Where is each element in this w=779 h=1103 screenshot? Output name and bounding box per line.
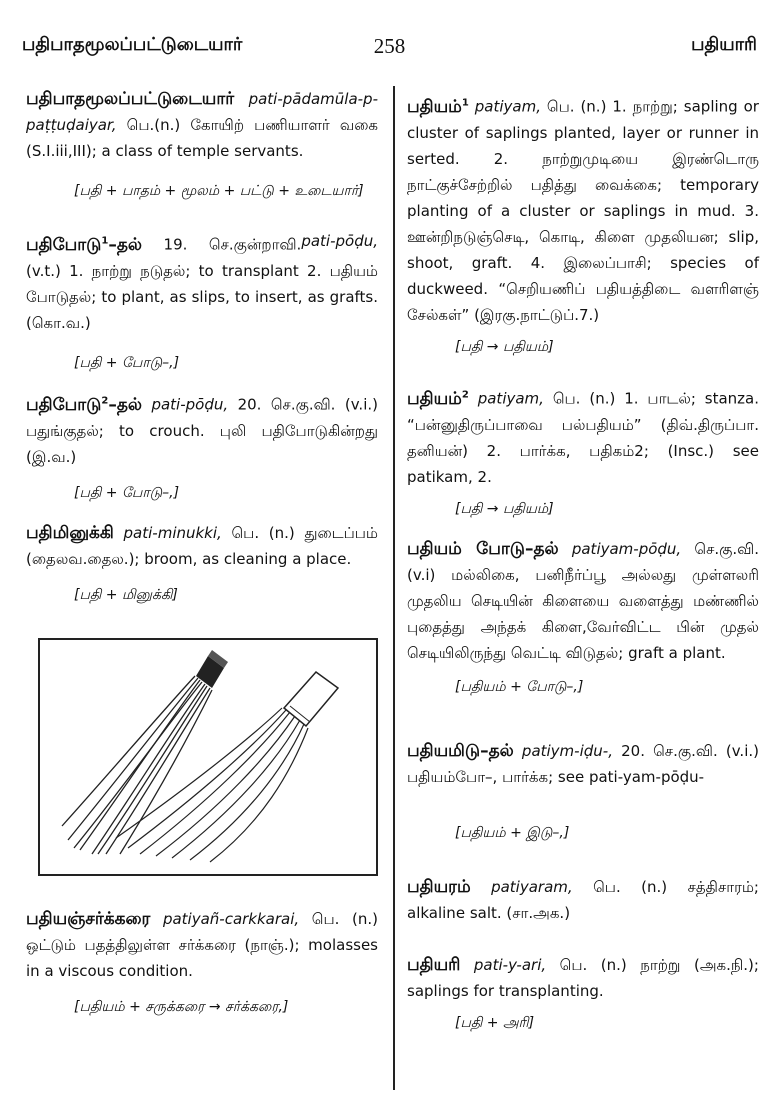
entry-definition: 20. செ.கு.வி. (v.i.) பதுங்குதல்; to crouch. புலி பதிபோடுகின்றது (இ.வ.)	[26, 395, 378, 466]
entry-definition: பெ. (n.) 1. பாடல்; stanza. “பன்னுதிருப்பாவை பல்பதியம்” (திவ்.திருப்பா. தனியன்) 2. பார்க்க, பதிகம்2; (Insc.) see patikam, 2.	[407, 389, 759, 486]
entry-headword: பதியம்$^2$	[407, 388, 469, 409]
entry-headword: பதியரி	[407, 955, 461, 975]
entry-etymology: [பதியம் + சருக்கரை → சர்க்கரை,]	[74, 999, 289, 1015]
broom-illustration	[38, 638, 378, 876]
entry-etymology: [பதி + அரி]	[455, 1015, 535, 1031]
dictionary-entry	[407, 874, 759, 926]
page-number: 258	[373, 34, 406, 58]
header-right-guideword: பதியாரி	[691, 34, 757, 55]
dictionary-entry	[26, 86, 378, 204]
entry-definition: பெ. (n.) ஒட்டும் பதத்திலுள்ள சர்க்கரை (நாஞ்.); molasses in a viscous condition.	[26, 910, 378, 980]
dictionary-entry	[407, 382, 759, 522]
entry-transliteration: pati-y-ari,	[473, 956, 547, 974]
dictionary-entry	[407, 90, 759, 360]
homonym-number: 2	[461, 389, 469, 400]
entry-transliteration: patiyaram,	[491, 878, 573, 896]
entry-transliteration: pati-pōḍu,	[301, 232, 378, 250]
entry-definition: பெ. (n.) சத்திசாரம்; alkaline salt. (சா.அக.)	[407, 878, 759, 922]
entry-headword: பதிபாதமூலப்பட்டுடையார்	[26, 89, 235, 109]
entry-headword: பதியம்$^1$	[407, 96, 469, 117]
entry-definition: பெ. (n.) 1. நாற்று; sapling or cluster of saplings planted, layer or runner in serted. 2. நாற்றுமுடியை இரண்டொரு நாட்குச்சேற்றில் பதித்து வைக்கை; temporary planting of a cluster or saplings in mud. 3. ஊன்றிநடுஞ்செடி, கொடி, கிளை முதலியன; slip, shoot, graft. 4. இலைப்பாசி; species of duckweed. “செறியணிப் பதியத்திடை வளரிளஞ் சேல்கள்” (இரகு.நாட்டுப்.7.)	[407, 97, 759, 324]
entry-definition: செ.கு.வி. (v.i) மல்லிகை, பனிநீர்ப்பூ அல்லது முள்ளலரி முதலிய செடியின் கிளையை வளைத்து மண்ணில் புதைத்து அந்தக் கிளை,வேர்விட்ட பின் முதல் செடியிலிருந்து வெட்டி விடுதல்; graft a plant.	[407, 540, 759, 662]
entry-headword: பதியம் போடு–தல்	[407, 539, 559, 559]
running-header	[0, 34, 779, 66]
entry-transliteration: patiym-iḍu-,	[521, 742, 613, 760]
entry-etymology: [பதி → பதியம்]	[455, 500, 554, 517]
entry-definition: 19. செ.குன்றாவி.(v.t.) 1. நாற்று நடுதல்; to transplant 2. பதியம் போடுதல்; to plant, as slips, to insert, as grafts. (கொ.வ.)	[26, 235, 378, 332]
entry-etymology: [பதி + போடு–,]	[74, 484, 180, 501]
dictionary-entry	[26, 520, 378, 608]
entry-transliteration: pati-pōḍu,	[151, 395, 229, 414]
entry-transliteration: patiyam,	[477, 389, 544, 408]
header-left-guideword: பதிபாதமூலப்பட்டுடையார்	[22, 34, 243, 55]
entry-definition: 20. செ.கு.வி. (v.i.) பதியம்போ–, பார்க்க; see pati-yam-pōḍu-	[407, 742, 759, 786]
entry-headword: பதியஞ்சர்க்கரை	[26, 909, 151, 929]
dictionary-entry	[407, 738, 759, 846]
entry-headword: பதிபோடு$^2$–தல்	[26, 394, 143, 415]
dictionary-entry	[26, 228, 378, 376]
entry-etymology: [பதி + பாதம் + மூலம் + பட்டு + உடையார்]	[74, 183, 364, 199]
entry-etymology: [பதியம் + இடு–,]	[455, 825, 570, 841]
broom-illustration-icon	[40, 640, 376, 874]
entry-definition: பெ. (n.) துடைப்பம் (தைலவ.தைல.); broom, as cleaning a place.	[26, 524, 378, 568]
column-divider	[393, 86, 395, 1090]
entry-definition: பெ.(n.) கோயிற் பணியாளர் வகை (S.I.iii,III); a class of temple servants.	[26, 116, 378, 160]
entry-transliteration: patiyam,	[474, 97, 541, 116]
entry-transliteration: patiyam-pōḍu,	[571, 540, 682, 558]
entry-etymology: [பதி + போடு–,]	[74, 354, 180, 371]
entry-etymology: [பதி → பதியம்]	[455, 338, 554, 355]
entry-headword: பதிமினுக்கி	[26, 523, 114, 543]
dictionary-entry	[407, 536, 759, 700]
dictionary-entry	[26, 906, 378, 1020]
homonym-number: 1	[461, 97, 469, 108]
entry-headword: பதியரம்	[407, 877, 471, 897]
entry-headword: பதிபோடு$^1$–தல்	[26, 234, 143, 255]
entry-transliteration: patiyañ-carkkarai,	[162, 910, 300, 928]
entry-transliteration: pati-pādamūla-p-paṭṭuḍaiyar,	[26, 90, 378, 134]
entry-headword: பதியமிடு–தல்	[407, 741, 514, 761]
entry-etymology: [பதியம் + போடு–,]	[455, 679, 584, 695]
entry-etymology: [பதி + மினுக்கி]	[74, 587, 178, 603]
dictionary-entry	[407, 952, 759, 1036]
homonym-number: 2	[101, 395, 109, 406]
homonym-number: 1	[101, 235, 109, 246]
dictionary-entry	[26, 388, 378, 506]
entry-definition: பெ. (n.) நாற்று (அக.நி.); saplings for transplanting.	[407, 956, 759, 1000]
entry-transliteration: pati-minukki,	[123, 524, 222, 542]
